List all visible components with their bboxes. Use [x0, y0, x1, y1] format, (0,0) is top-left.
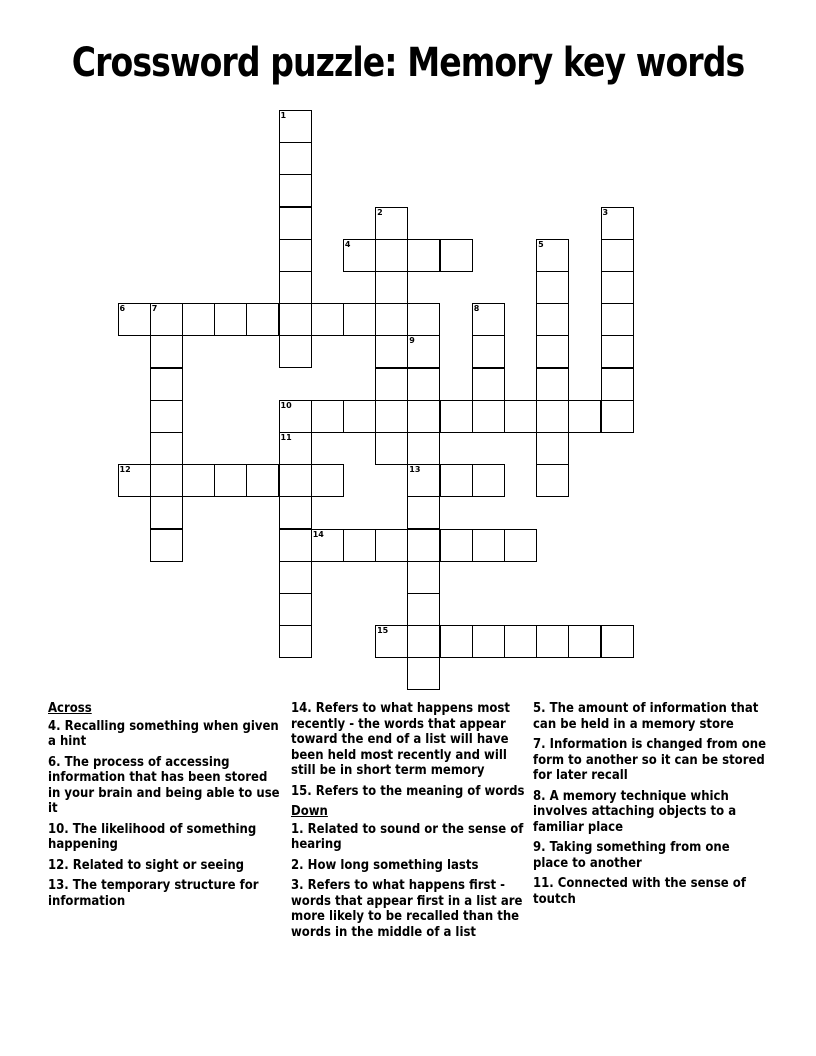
grid-cell[interactable]	[407, 335, 440, 368]
clue-item	[533, 840, 768, 871]
page-title: Crossword puzzle: Memory key words	[71, 40, 745, 86]
grid-cell[interactable]	[150, 432, 183, 465]
clue-number: 2	[377, 207, 383, 217]
clue-text: Information is changed from one form to another so it can be stored for later recall	[533, 737, 767, 783]
grid-cell[interactable]	[601, 368, 634, 401]
grid-cell[interactable]	[407, 239, 440, 272]
clue-text: Refers to the meaning of words	[311, 783, 525, 799]
grid-cell[interactable]	[536, 303, 569, 336]
grid-cell[interactable]	[472, 303, 505, 336]
clue-item	[533, 876, 768, 907]
clue-text: A memory technique which involves attaching objects to a familiar place	[533, 788, 737, 835]
clue-item	[291, 701, 526, 779]
grid-cell[interactable]	[375, 625, 408, 658]
clue-number: 6.	[48, 754, 61, 770]
grid-cell[interactable]	[407, 496, 440, 529]
clue-text: Taking something from one place to another	[533, 840, 730, 871]
grid-cell[interactable]	[279, 529, 312, 562]
across-clue-list	[48, 719, 283, 910]
grid-cell[interactable]	[472, 368, 505, 401]
grid-cell[interactable]	[279, 335, 312, 368]
grid-cell[interactable]	[601, 207, 634, 240]
clue-number: 7.	[533, 737, 546, 752]
grid-cell[interactable]	[279, 561, 312, 594]
clue-item	[48, 878, 283, 909]
grid-cell[interactable]	[536, 625, 569, 658]
grid-cell[interactable]	[440, 239, 473, 272]
clues-column-2	[291, 701, 526, 945]
grid-cell[interactable]	[246, 303, 279, 336]
grid-cell[interactable]	[407, 432, 440, 465]
grid-cell[interactable]	[279, 271, 312, 304]
grid-cell[interactable]	[407, 561, 440, 594]
clue-text: The process of accessing information that has been stored in your brain and being able to use it	[48, 754, 280, 816]
clue-number: 5.	[533, 701, 546, 716]
grid-cell[interactable]	[440, 400, 473, 433]
clue-text: Connected with the sense of toutch	[533, 876, 746, 907]
clue-item	[291, 858, 526, 874]
grid-cell[interactable]	[504, 529, 537, 562]
grid-cell[interactable]	[279, 142, 312, 175]
clue-number: 7	[151, 304, 158, 314]
clue-item	[48, 822, 283, 853]
clue-item	[291, 822, 526, 853]
grid-cell[interactable]	[279, 207, 312, 240]
grid-cell[interactable]	[279, 496, 312, 529]
clue-number: 15.	[291, 783, 312, 799]
clue-number: 12.	[48, 857, 69, 873]
clue-number: 8.	[533, 788, 546, 804]
grid-cell[interactable]	[150, 400, 183, 433]
clue-number: 13	[409, 465, 421, 475]
grid-cell[interactable]	[536, 271, 569, 304]
grid-cell[interactable]	[182, 303, 215, 336]
grid-cell[interactable]	[343, 239, 376, 272]
grid-cell[interactable]	[536, 400, 569, 433]
clue-number: 9	[409, 336, 415, 346]
grid-cell[interactable]	[311, 529, 344, 562]
clue-text: The amount of information that can be held in a memory store	[533, 701, 759, 732]
clue-number: 6	[119, 304, 126, 314]
grid-cell[interactable]	[375, 368, 408, 401]
clue-item	[48, 858, 283, 874]
clue-number: 4	[344, 239, 351, 249]
grid-cell[interactable]	[536, 335, 569, 368]
grid-cell[interactable]	[375, 400, 408, 433]
clue-number: 10.	[48, 821, 69, 837]
clue-text: Related to sight or seeing	[68, 857, 245, 873]
grid-cell[interactable]	[601, 335, 634, 368]
grid-cell[interactable]	[150, 529, 183, 562]
grid-cell[interactable]	[214, 303, 247, 336]
grid-cell[interactable]	[407, 657, 440, 690]
grid-cell[interactable]	[472, 625, 505, 658]
grid-cell[interactable]	[375, 239, 408, 272]
grid-cell[interactable]	[407, 593, 440, 626]
grid-cell[interactable]	[311, 303, 344, 336]
grid-cell[interactable]	[472, 400, 505, 433]
grid-cell[interactable]	[440, 625, 473, 658]
grid-cell[interactable]	[375, 529, 408, 562]
grid-cell[interactable]	[343, 400, 376, 433]
clue-number: 2.	[291, 857, 304, 873]
clue-text: The likelihood of something happening	[48, 821, 257, 852]
clue-number: 3	[602, 207, 609, 217]
grid-cell[interactable]	[279, 400, 312, 433]
grid-cell[interactable]	[246, 464, 279, 497]
grid-cell[interactable]	[279, 625, 312, 658]
clue-number: 15	[377, 626, 389, 636]
grid-cell[interactable]	[407, 400, 440, 433]
grid-cell[interactable]	[375, 432, 408, 465]
grid-cell[interactable]	[150, 303, 183, 336]
clue-item	[533, 737, 768, 784]
across-heading: Across	[48, 701, 92, 716]
grid-cell[interactable]	[279, 432, 312, 465]
grid-cell[interactable]	[504, 625, 537, 658]
clue-number: 1.	[291, 821, 304, 837]
grid-cell[interactable]	[472, 529, 505, 562]
grid-cell[interactable]	[568, 400, 601, 433]
grid-cell[interactable]	[279, 303, 312, 336]
grid-cell[interactable]	[150, 464, 183, 497]
grid-cell[interactable]	[601, 271, 634, 304]
clue-number: 13.	[48, 878, 69, 893]
grid-cell[interactable]	[601, 625, 634, 658]
clue-number: 14.	[291, 701, 312, 716]
clues-column-1	[48, 701, 283, 914]
grid-cell[interactable]	[311, 400, 344, 433]
across-clue-list-continued	[291, 701, 526, 799]
grid-cell[interactable]	[440, 529, 473, 562]
clue-text: Related to sound or the sense of hearing	[291, 821, 524, 852]
grid-cell[interactable]	[407, 464, 440, 497]
clue-number: 4.	[48, 718, 61, 734]
grid-cell[interactable]	[407, 625, 440, 658]
grid-cell[interactable]	[118, 303, 151, 336]
grid-cell[interactable]	[504, 400, 537, 433]
clue-item	[291, 878, 526, 940]
grid-cell[interactable]	[343, 529, 376, 562]
grid-cell[interactable]	[568, 625, 601, 658]
grid-cell[interactable]	[182, 464, 215, 497]
clue-item	[291, 784, 526, 800]
grid-cell[interactable]	[375, 271, 408, 304]
grid-cell[interactable]	[118, 464, 151, 497]
clue-item	[533, 701, 768, 732]
grid-cell[interactable]	[536, 239, 569, 272]
clues-column-3	[533, 701, 768, 912]
grid-cell[interactable]	[440, 464, 473, 497]
grid-cell[interactable]	[407, 529, 440, 562]
grid-cell[interactable]	[150, 496, 183, 529]
grid-cell[interactable]	[279, 239, 312, 272]
down-clue-list	[291, 822, 526, 941]
grid-cell[interactable]	[375, 207, 408, 240]
grid-cell[interactable]	[536, 464, 569, 497]
clue-number: 1	[280, 111, 287, 120]
grid-cell[interactable]	[150, 368, 183, 401]
clue-number: 5	[538, 239, 544, 249]
clue-number: 9.	[533, 840, 546, 855]
clue-text: How long something lasts	[303, 857, 479, 873]
clue-number: 12	[119, 465, 131, 475]
grid-cell[interactable]	[601, 239, 634, 272]
grid-cell[interactable]	[311, 464, 344, 497]
clue-number: 11.	[533, 876, 554, 891]
grid-cell[interactable]	[214, 464, 247, 497]
clue-number: 3.	[291, 878, 304, 893]
clue-text: Refers to what happens most recently - the words that appear toward the end of a list will have been held most recently and will still be in short term memory	[291, 701, 510, 778]
grid-cell[interactable]	[407, 303, 440, 336]
grid-cell[interactable]	[343, 303, 376, 336]
grid-cell[interactable]	[472, 464, 505, 497]
grid-cell[interactable]	[375, 335, 408, 368]
clue-text: Refers to what happens first - words that appear first in a list are more likely to be recalled than the words in the middle of a list	[291, 878, 523, 940]
grid-cell[interactable]	[407, 368, 440, 401]
grid-cell[interactable]	[150, 335, 183, 368]
clue-text: The temporary structure for information	[48, 878, 259, 909]
down-heading: Down	[291, 804, 328, 819]
grid-cell[interactable]	[279, 110, 312, 143]
grid-cell[interactable]	[375, 303, 408, 336]
clue-number: 8	[473, 304, 480, 314]
grid-cell[interactable]	[279, 464, 312, 497]
grid-cell[interactable]	[536, 368, 569, 401]
grid-cell[interactable]	[601, 400, 634, 433]
grid-cell[interactable]	[472, 335, 505, 368]
grid-cell[interactable]	[279, 593, 312, 626]
down-clue-list-continued	[533, 701, 768, 907]
grid-cell[interactable]	[601, 303, 634, 336]
clue-number: 10	[280, 400, 292, 410]
grid-cell[interactable]	[536, 432, 569, 465]
clue-item	[48, 719, 283, 750]
clue-item	[533, 789, 768, 836]
clue-number: 11	[280, 433, 292, 442]
clue-number: 14	[312, 529, 324, 539]
clue-text: Recalling something when given a hint	[48, 718, 279, 749]
grid-cell[interactable]	[279, 174, 312, 207]
clue-item	[48, 755, 283, 817]
